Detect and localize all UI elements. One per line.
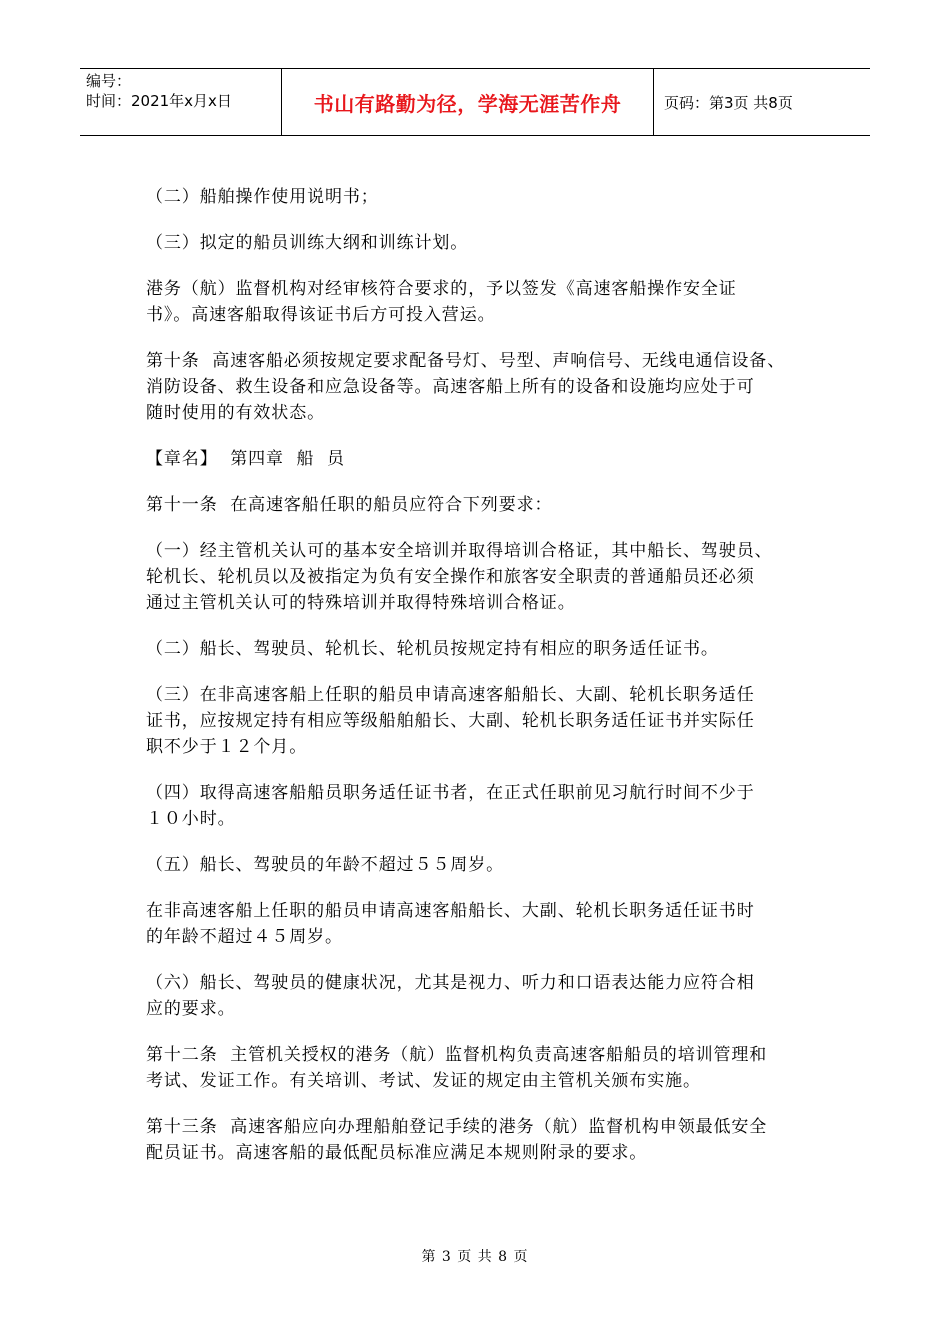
- chapter-heading: 【章名】 第四章 船 员: [146, 449, 345, 469]
- page-footer: 第 3 页 共 8 页: [421, 1249, 529, 1265]
- document-header: [80, 68, 870, 136]
- paragraph: 第十三条 高速客船应向办理船舶登记手续的港务（航）监督机构申领最低安全 配员证书。高速客船的最低配员标准应满足本规则附录的要求。: [146, 1117, 768, 1163]
- paragraph: （四）取得高速客船船员职务适任证书者，在正式任职前见习航行时间不少于 １０小时。: [146, 783, 755, 829]
- header-number-label: 编号：: [86, 72, 132, 90]
- header-time-label: 时间：2021年x月x日: [86, 92, 232, 110]
- paragraph: 港务（航）监督机构对经审核符合要求的，予以签发《高速客船操作安全证 书》。高速客船取得该证书后方可投入营运。: [146, 279, 737, 325]
- paragraph: （五）船长、驾驶员的年龄不超过５５周岁。: [146, 855, 504, 875]
- paragraph: （六）船长、驾驶员的健康状况，尤其是视力、听力和口语表达能力应符合相 应的要求。: [146, 973, 755, 1019]
- paragraph: （三）在非高速客船上任职的船员申请高速客船船长、大副、轮机长职务适任 证书，应按规定持有相应等级船舶船长、大副、轮机长职务适任证书并实际任 职不少于１２个月。: [146, 685, 755, 757]
- paragraph: （三）拟定的船员训练大纲和训练计划。: [146, 233, 469, 253]
- header-motto: 书山有路勤为径，学海无涯苦作舟: [282, 69, 654, 135]
- header-info-cell: [80, 69, 282, 135]
- paragraph: 第十条 高速客船必须按规定要求配备号灯、号型、声响信号、无线电通信设备、 消防设备、救生设备和应急设备等。高速客船上所有的设备和设施均应处于可 随时使用的有效状态。: [146, 351, 786, 423]
- document-body: [146, 184, 816, 1186]
- paragraph: （二）船长、驾驶员、轮机长、轮机员按规定持有相应的职务适任证书。: [146, 639, 719, 659]
- paragraph: （一）经主管机关认可的基本安全培训并取得培训合格证，其中船长、驾驶员、 轮机长、轮机员以及被指定为负有安全操作和旅客安全职责的普通船员还必须 通过主管机关认可的特殊培训并取得特殊培训合格证。: [146, 541, 773, 613]
- paragraph: 第十一条 在高速客船任职的船员应符合下列要求：: [146, 495, 553, 515]
- paragraph: 在非高速客船上任职的船员申请高速客船船长、大副、轮机长职务适任证书时 的年龄不超过４５周岁。: [146, 901, 755, 947]
- paragraph: （二）船舶操作使用说明书；: [146, 187, 379, 207]
- paragraph: 第十二条 主管机关授权的港务（航）监督机构负责高速客船船员的培训管理和 考试、发证工作。有关培训、考试、发证的规定由主管机关颁布实施。: [146, 1045, 768, 1091]
- header-page-label: 页码：第3页 共8页: [664, 93, 793, 112]
